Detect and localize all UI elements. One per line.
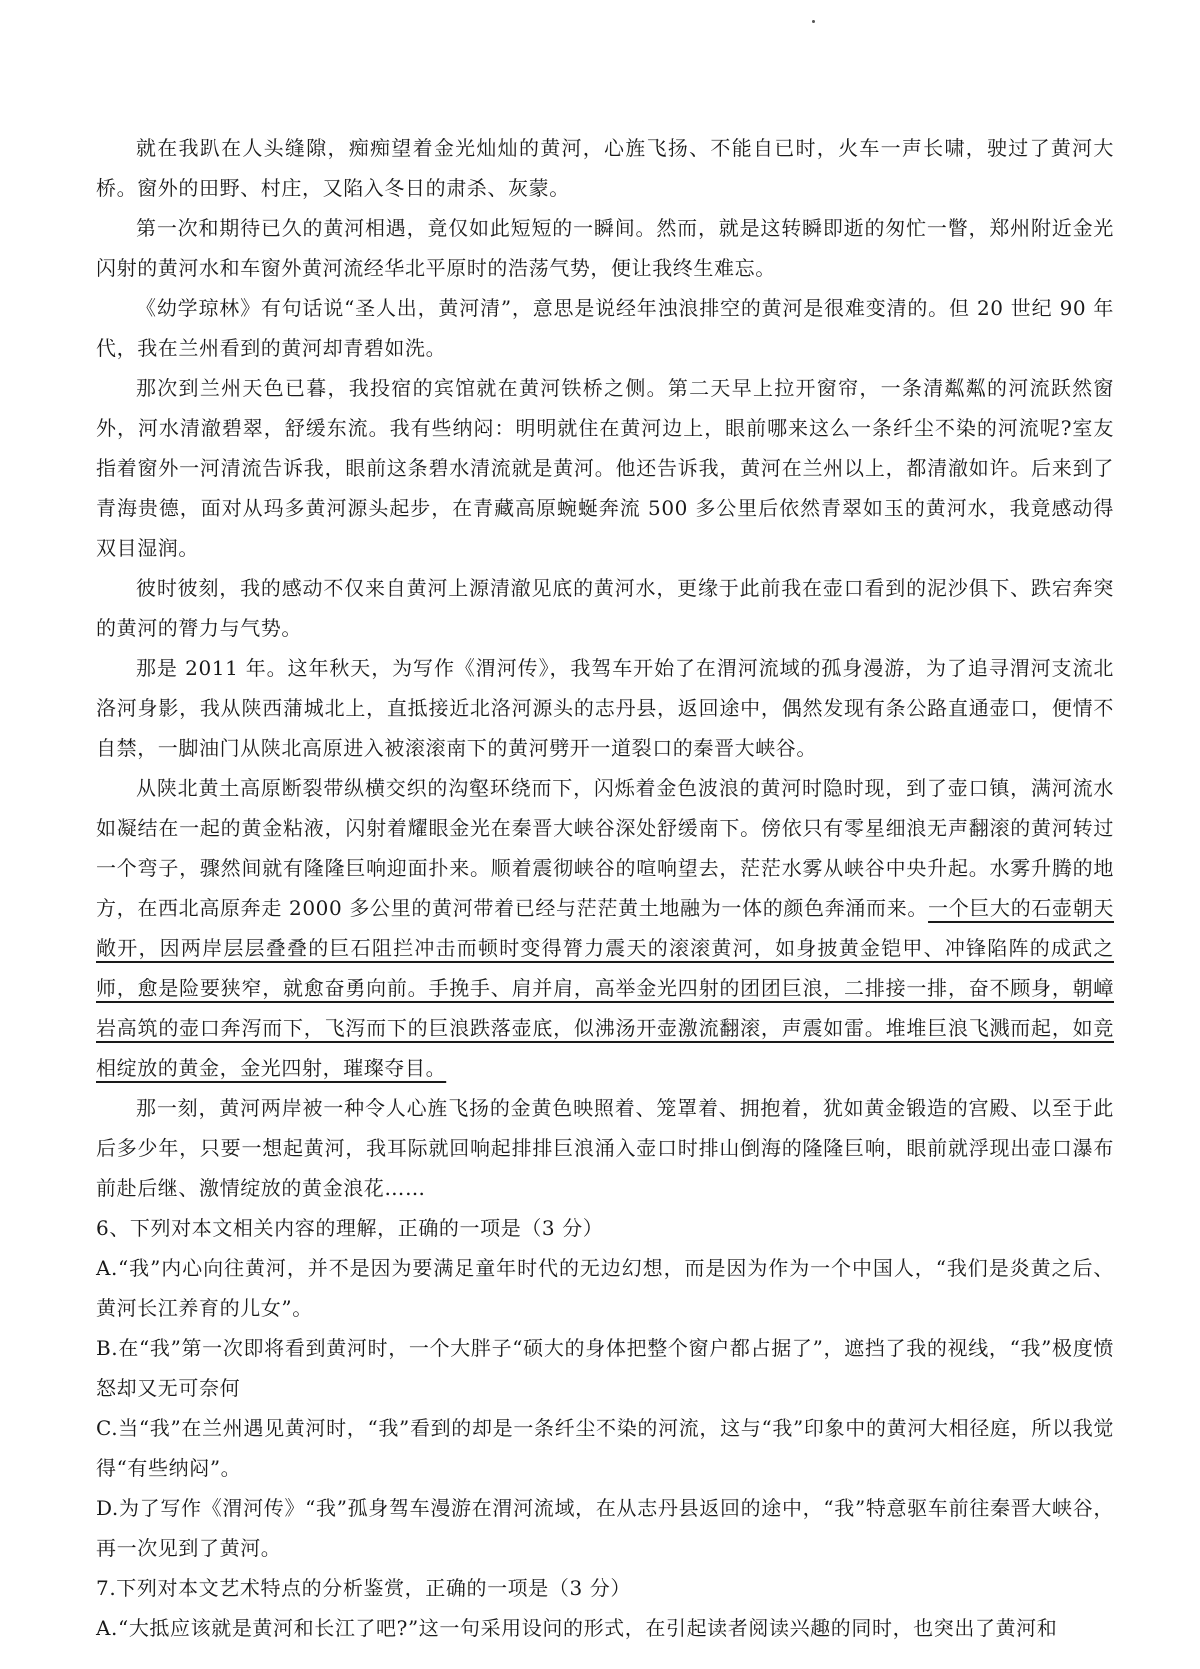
passage-paragraph-2: 第一次和期待已久的黄河相遇，竟仅如此短短的一瞬间。然而，就是这转瞬即逝的匆忙一瞥，郑州附近金光闪射的黄河水和车窗外黄河流经华北平原时的浩荡气势，便让我终生难忘。 — [96, 216, 1114, 280]
reading-passage — [96, 128, 1114, 1648]
question-6-option-c: C.当“我”在兰州遇见黄河时，“我”看到的却是一条纤尘不染的河流，这与“我”印象中的黄河大相径庭，所以我觉得“有些纳闷”。 — [96, 1416, 1115, 1480]
question-6-option-b: B.在“我”第一次即将看到黄河时，一个大胖子“硕大的身体把整个窗户都占据了”，遮挡了我的视线，“我”极度愤怒却又无可奈何 — [96, 1336, 1114, 1400]
question-6-option-a: A.“我”内心向往黄河，并不是因为要满足童年时代的无边幻想，而是因为作为一个中国人，“我们是炎黄之后、黄河长江养育的儿女”。 — [96, 1256, 1114, 1320]
question-7-stem: 7.下列对本文艺术特点的分析鉴赏，正确的一项是（3 分） — [96, 1576, 631, 1600]
question-6-option-d: D.为了写作《渭河传》“我”孤身驾车漫游在渭河流域，在从志丹县返回的途中，“我”特意驱车前往秦晋大峡谷，再一次见到了黄河。 — [96, 1496, 1114, 1560]
passage-paragraph-5: 彼时彼刻，我的感动不仅来自黄河上源清澈见底的黄河水，更缘于此前我在壶口看到的泥沙俱下、跌宕奔突的黄河的膂力与气势。 — [96, 576, 1114, 640]
paragraph-7-text: 从陕北黄土高原断裂带纵横交织的沟壑环绕而下，闪烁着金色波浪的黄河时隐时现，到了壶口镇，满河流水如凝结在一起的黄金粘液，闪射着耀眼金光在秦晋大峡谷深处舒缓南下。傍依只有零星细浪无声翻滚的黄河转过一个弯子，骤然间就有隆隆巨响迎面扑来。顺着震彻峡谷的喧响望去，茫茫水雾从峡谷中央升起。水雾升腾的地方，在西北高原奔走 2000 多公里的黄河带着已经与茫茫黄土地融为一体的颜色奔涌而来。 — [96, 776, 1114, 920]
passage-paragraph-4: 那次到兰州天色已暮，我投宿的宾馆就在黄河铁桥之侧。第二天早上拉开窗帘，一条清粼粼的河流跃然窗外，河水清澈碧翠，舒缓东流。我有些纳闷：明明就住在黄河边上，眼前哪来这么一条纤尘不染的河流呢?室友指着窗外一河清流告诉我，眼前这条碧水清流就是黄河。他还告诉我，黄河在兰州以上，都清澈如许。后来到了青海贵德，面对从玛多黄河源头起步，在青藏高原蜿蜒奔流 500 多公里后依然青翠如玉的黄河水，我竟感动得双目湿润。 — [96, 376, 1114, 560]
question-6-stem: 6、下列对本文相关内容的理解，正确的一项是（3 分） — [96, 1216, 604, 1240]
passage-paragraph-8: 那一刻，黄河两岸被一种令人心旌飞扬的金黄色映照着、笼罩着、拥抱着，犹如黄金锻造的宫殿、以至于此后多少年，只要一想起黄河，我耳际就回响起排排巨浪涌入壶口时排山倒海的隆隆巨响，眼前就浮现出壶口瀑布前赴后继、激情绽放的黄金浪花…… — [96, 1096, 1114, 1200]
scan-dot — [812, 20, 815, 23]
passage-paragraph-6: 那是 2011 年。这年秋天，为写作《渭河传》，我驾车开始了在渭河流域的孤身漫游，为了追寻渭河支流北洛河身影，我从陕西蒲城北上，直抵接近北洛河源头的志丹县，返回途中，偶然发现有条公路直通壶口，便情不自禁，一脚油门从陕北高原进入被滚滚南下的黄河劈开一道裂口的秦晋大峡谷。 — [96, 656, 1114, 760]
passage-paragraph-3: 《幼学琼林》有句话说“圣人出，黄河清”，意思是说经年浊浪排空的黄河是很难变清的。但 20 世纪 90 年代，我在兰州看到的黄河却青碧如洗。 — [96, 296, 1114, 360]
question-7-option-a: A.“大抵应该就是黄河和长江了吧?”这一句采用设问的形式，在引起读者阅读兴趣的同时，也突出了黄河和 — [96, 1616, 1058, 1640]
passage-paragraph-1: 就在我趴在人头缝隙，痴痴望着金光灿灿的黄河，心旌飞扬、不能自已时，火车一声长啸，驶过了黄河大桥。窗外的田野、村庄，又陷入冬日的肃杀、灰蒙。 — [96, 136, 1114, 200]
underlined-passage: 一个巨大的石壶朝天敞开，因两岸层层叠叠的巨石阻拦冲击而顿时变得膂力震天的滚滚黄河，如身披黄金铠甲、冲锋陷阵的成武之师，愈是险要狭窄，就愈奋勇向前。手挽手、肩并肩，高举金光四射的团团巨浪，二排接一排，奋不顾身，朝嶂岩高筑的壶口奔泻而下，飞泻而下的巨浪跌落壶底，似沸汤开壶激流翻滚，声震如雷。堆堆巨浪飞溅而起，如竞相绽放的黄金，金光四射，璀璨夺目。 — [96, 896, 1114, 1080]
passage-paragraph-7 — [96, 768, 1114, 1088]
